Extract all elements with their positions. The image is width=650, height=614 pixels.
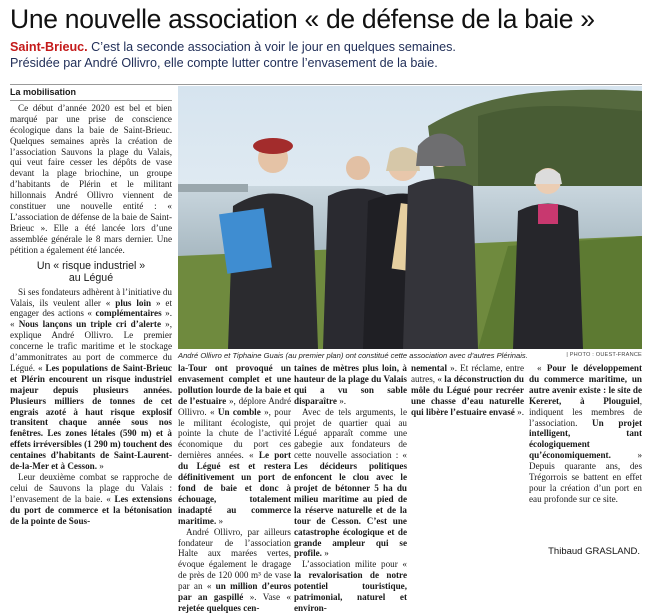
bold-text: la déconstruction du môle du Légué pour recréer une chasse d’eau naturelle qui libère l’estuaire envasé: [411, 373, 524, 417]
lead: [10, 39, 642, 71]
lead-line2: Présidée par André Ollivro, elle compte lutter contre l’envasement de la baie.: [10, 56, 438, 70]
bold-text: la revalorisation de notre potentiel touristique, patrimonial, naturel et environ-: [294, 570, 407, 613]
text: , indiquent les membres de l’association.: [529, 395, 642, 428]
col1-paragraph-3: [10, 472, 172, 527]
text: ». Vase «: [243, 592, 291, 603]
text: », déplore André Ollivro. «: [178, 395, 291, 417]
headline: Une nouvelle association « de défense de la baie »: [10, 4, 595, 34]
text: » et engager des actions «: [10, 297, 172, 319]
bold-text: un million d’euros par an gaspillé: [178, 581, 291, 603]
subhead: [10, 260, 172, 284]
header-rule: [10, 84, 642, 85]
column-3: [294, 363, 407, 613]
text: ».: [336, 395, 347, 406]
text: »: [216, 515, 224, 526]
bold-text: Nous lançons un triple cri d’alerte: [18, 319, 162, 330]
bold-text: plus loin: [115, 297, 152, 308]
text: », explique André Ollivro. Le premier concerne le trafic maritime et le stockage d’ammonitrates au port de commerce du Légué. «: [10, 319, 173, 373]
text: »: [97, 461, 104, 472]
text: » Depuis quarante ans, des Trégorrois se battent en effet pour la création d’un port en eau profonde sur ce site.: [529, 450, 642, 504]
bold-text: Le port du Légué est et restera définitivement un port de fond de baie et donc à échouage, totalement inadapté au commerce maritime.: [178, 450, 291, 526]
author-signature: Thibaud GRASLAND.: [548, 546, 640, 557]
text: L’association milite pour «: [302, 559, 407, 570]
photo-caption: André Ollivro et Tiphaine Guais (au premier plan) ont constitué cette association avec d’autres Plérinais.: [178, 351, 528, 360]
col2-paragraph-1: [178, 363, 291, 527]
bold-text: complémentaires: [95, 308, 162, 319]
col1-paragraph-1: Ce début d’année 2020 est bel et bien marqué par une prise de conscience écologique dans la baie de Saint-Brieuc. Quelques semaines après la création de l’association Sauvons la plage du Valais, qui veut faire cesser les dépôts de vase devant la plage briochine, un groupe d’habitants de Plérin et le militant hillonnais André Ollivro viennent de constituer une nouvelle entité : « L’association de défense de la baie de Saint-Brieuc ». Elle a été lancée lors d’une assemblée générale le 8 mars dernier. Une pétition a également été lancée.: [10, 102, 172, 255]
text: ».: [514, 406, 524, 417]
col1-paragraph-2: [10, 287, 172, 472]
subhead-line1: Un « risque industriel »: [36, 259, 146, 272]
lead-line1: C’est la seconde association à voir le jour en quelques semaines.: [87, 40, 456, 54]
bold-text: nemental: [411, 363, 447, 373]
bold-text: Les extensions du port de commerce et la bétonisation de la pointe de Sous-: [10, 493, 172, 526]
kicker: La mobilisation: [10, 86, 172, 101]
photo-illustration: [178, 86, 642, 349]
text: André Ollivro, par ailleurs fondateur de l’association Halte aux marées vertes, évoque également le dragage de près de 120 000 m³ de vase par an «: [178, 526, 291, 592]
bold-text: Un comble: [217, 406, 261, 417]
text: », pour le militant écologiste, qui pointe la chute de l’activité économique du port ces dernières années. «: [178, 406, 291, 461]
text: Si ses fondateurs adhèrent à l’initiative du Valais, ils veulent aller «: [10, 286, 172, 308]
subhead-line2: au Légué: [68, 271, 114, 284]
bold-text: Un projet intelligent, tant écologiquement qu’économiquement.: [529, 417, 642, 461]
article-photo: [178, 86, 642, 349]
col2-paragraph-2: [178, 527, 291, 614]
col4-block: [411, 363, 524, 418]
col4-paragraph-2: [529, 363, 642, 505]
bold-text: Pour le développement du commerce maritime, un autre avenir existe : le site de Kereret, à Plouguiel: [529, 363, 643, 406]
bold-text: Les décideurs politiques enfoncent le clou avec le projet de bétonner 5 ha du milieu maritime au pied de la réserve naturelle et de la tour de Cesson. C’est une catastrophe écologique et de grande ampleur qui se profile.: [294, 461, 407, 559]
column-5: [529, 363, 642, 563]
text: «: [537, 363, 547, 373]
text: ». Et réclame, entre autres, «: [411, 363, 524, 384]
text: »: [321, 548, 329, 559]
bold-text: Les populations de Saint-Brieuc et Plérin encourent un risque industriel majeur depuis plusieurs années. Plusieurs milliers de tonnes de cet engrais azoté à haut risque explosif transitent chaque année sous nos fenêtres. Les zones létales (590 m) et à effets irréversibles (1 290 m) touchent des centaines d’habitants de Saint-Laurent-de-la-Mer et à Cesson.: [10, 362, 172, 472]
bold-text: rejetée quelques cen-: [178, 602, 260, 613]
text: Avec de tels arguments, le projet de quartier quai au Légué apparaît comme une gabegie aux fondateurs de cette nouvelle association : «: [294, 406, 407, 461]
lead-place: Saint-Brieuc.: [10, 40, 88, 54]
text: Leur deuxième combat se rapproche de celui de Sauvons la plage du Valais : l’envasement de la baie. «: [10, 472, 172, 504]
text: ». «: [10, 308, 173, 330]
col3-paragraph-3: [294, 559, 407, 614]
bold-text: taines de mètres plus loin, à hauteur de la plage du Valais qui a vu son sable disparaître: [294, 363, 407, 406]
col3-paragraph-1: [294, 363, 407, 407]
bold-text: la-Tour ont provoqué un envasement complet et une pollution lourde de la baie et de l’estuaire: [178, 363, 291, 406]
col3-paragraph-2: [294, 407, 407, 560]
photo-credit: | PHOTO : OUEST-FRANCE: [566, 352, 642, 358]
column-1: [10, 86, 172, 576]
col4-paragraph-1: [411, 363, 524, 418]
column-2: [178, 363, 291, 613]
